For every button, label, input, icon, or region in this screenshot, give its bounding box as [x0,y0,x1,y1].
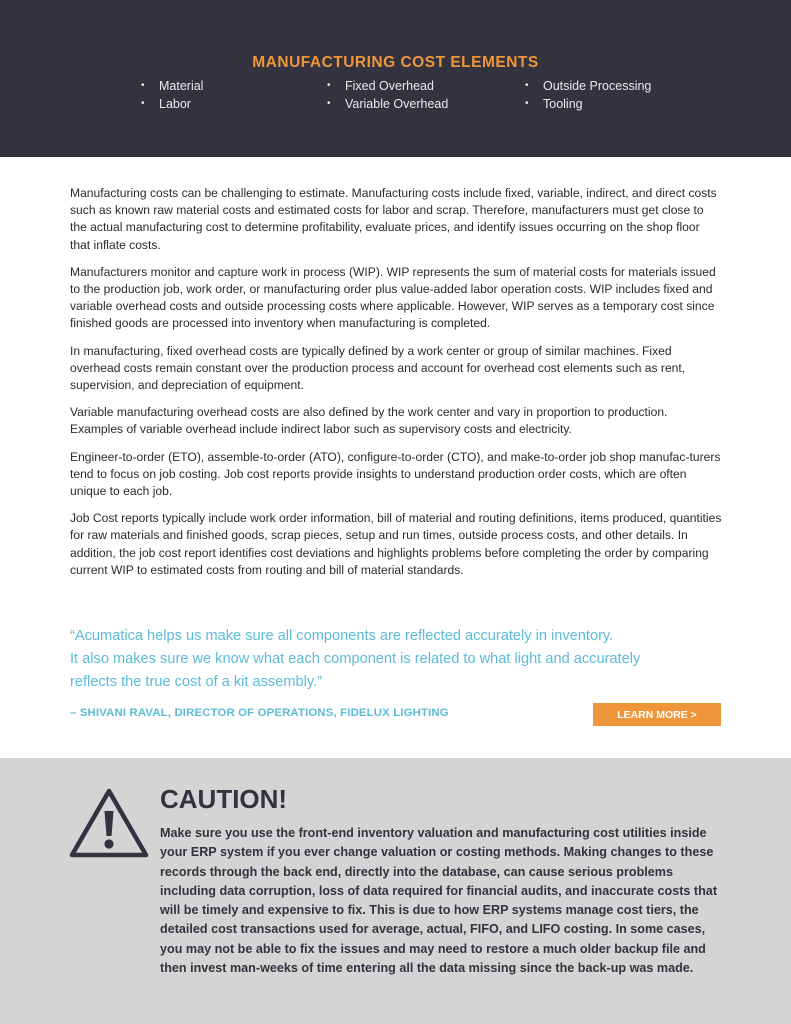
header-band [0,0,791,157]
cost-elements-column-1 [141,77,203,113]
cost-elements-column-3 [525,77,651,113]
quote-attribution: – SHIVANI RAVAL, DIRECTOR OF OPERATIONS, FIDELUX LIGHTING [70,707,449,719]
cost-elements-list [0,77,791,117]
quote-line: reflects the true cost of a kit assembly.” [70,674,322,690]
learn-more-button[interactable]: LEARN MORE > [593,703,721,726]
body-content [70,185,722,589]
cost-elements-column-2 [327,77,448,113]
paragraph: In manufacturing, fixed overhead costs are typically defined by a work center or group of similar machines. Fixed overhead costs remain constant over the production process and account for overhead cost elements such as rent, supervision, and depreciation of equipment. [70,343,686,393]
section-title: MANUFACTURING COST ELEMENTS [252,54,539,71]
testimonial-quote [70,625,730,694]
list-item: • Tooling [525,95,651,113]
list-item: • Labor [141,95,203,113]
paragraph: Variable manufacturing overhead costs are also defined by the work center and vary in proportion to production. Examples of variable overhead include indirect labor such as supervisory costs and electricity. [70,405,668,437]
list-item: • Outside Processing [525,77,651,95]
paragraph: Engineer-to-order (ETO), assemble-to-order (ATO), configure-to-order (CTO), and make-to-order job shop manufac-turers tend to focus on job costing. Job cost reports provide insights to understand production order costs, which are often unique to each job. [70,449,721,499]
list-item: • Variable Overhead [327,95,448,113]
quote-line: “Acumatica helps us make sure all components are reflected accurately in inventory. [70,628,614,644]
list-item: • Material [141,77,203,95]
caution-title: CAUTION! [160,784,288,814]
list-item: • Fixed Overhead [327,77,448,95]
caution-text: Make sure you use the front-end inventory valuation and manufacturing cost utilities inside your ERP system if you ever change valuation or costing methods. Making changes to these records through the back end, directly into the database, can cause serious problems including data corruption, loss of data required for financial audits, and inaccurate costs that will be timely and expensive to fix. This is due to how ERP systems manage cost tiers, the detailed cost transactions used for average, actual, FIFO, and LIFO costing. In some cases, you may not be able to fix the issues and may need to restore a much older backup file and then invest man-weeks of time entering all the data missing since the back-up was made. [160,826,718,976]
warning-triangle-icon [68,787,150,859]
paragraph: Job Cost reports typically include work order information, bill of material and routing definitions, items produced, quantities for raw materials and finished goods, scrap pieces, setup and run times, outside process costs, and other details. In addition, the job cost report identifies cost deviations and highlights problems before completing the order by comparing current WIP to estimated costs from routing and bill of material standards. [70,511,722,577]
paragraph: Manufacturers monitor and capture work in process (WIP). WIP represents the sum of material costs for materials issued to the production job, work order, or manufacturing order plus value-added labor operation costs. WIP includes fixed and variable overhead costs and outside processing costs where applicable. However, WIP serves as a temporary cost since finished goods are processed into inventory when manufacturing is completed. [70,264,716,331]
paragraph: Manufacturing costs can be challenging to estimate. Manufacturing costs include fixed, variable, indirect, and direct costs such as known raw material costs and estimated costs for labor and scrap. Therefore, manufacturers must get close to the actual manufacturing cost to determine profitability, evaluate prices, and identify issues occurring on the shop floor that inflate costs. [70,186,717,252]
quote-line: It also makes sure we know what each component is related to what light and accurately [70,651,641,667]
